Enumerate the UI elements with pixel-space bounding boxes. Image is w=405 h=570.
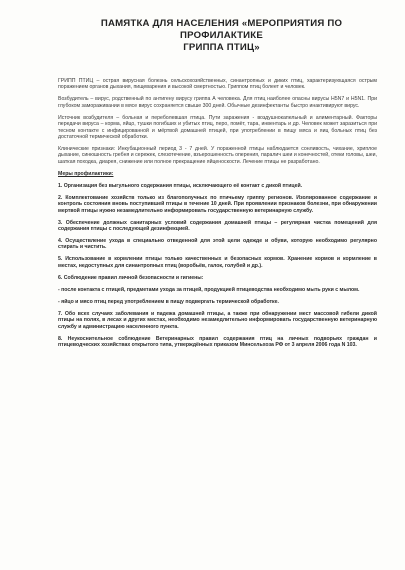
measure-item-3: 3. Обеспечение должных санитарных условий содержания домашней птицы – регулярная чистка помещений для содержания птицы с последующей дезинфекцией.: [58, 219, 377, 233]
document-body: [58, 78, 377, 349]
paragraph-symptoms: Клинические признаки: Инкубационный период 3 - 7 дней. У пораженной птицы наблюдается сонливость, чихание, хриплое дыхание, синюшность гребня и сережек, слезотечение, взъерошенность оперения, паралич шеи и конечностей, отеки головы, шеи, шаткая походка, диарея, снижение или полное прекращение яйценоскости. Лечение птицы не разработано.: [58, 146, 377, 165]
measure-item-7: 7. Обо всех случаях заболевания и падежа домашней птицы, а также при обнаружении мест массовой гибели дикой птицы на полях, в лесах и других местах, необходимо незамедлительно информировать государственную ветеринарную службу и администрацию населенного пункта.: [58, 310, 377, 330]
measure-item-4: 4. Осуществление ухода в специально отведенной для этой цели одежде и обуви, которую необходимо регулярно стирать и чистить.: [58, 238, 377, 251]
measure-item-5: 5. Использование в кормлении птицы только качественных и безопасных кормов. Хранение кормов и кормление в местах, недоступных для синантропных птиц (воробьёв, галок, голубей и др.).: [58, 256, 377, 269]
measures-heading-text: Меры профилактики:: [58, 170, 114, 177]
measure-item-6a: - после контакта с птицей, предметами ухода за птицей, продукцией птицеводства необходимо мыть руки с мылом.: [58, 286, 360, 293]
measure-item-6: 6. Соблюдение правил личной безопасности и гигиены:: [58, 274, 204, 281]
measure-item-8: 8. Неукоснительное соблюдение Ветеринарных правил содержания птиц на личных подворьях граждан и птицеводческих хозяйствах открытого типа, утверждённых приказом Минсельхоза РФ от 3 апреля 2006 года N 103.: [58, 335, 377, 349]
measure-item-2: 2. Комплектование хозяйств только из благополучных по птичьему гриппу регионов. Изолированное содержание и контроль состояния вновь поступившей птицы в течение 10 дней. При проявлении признаков болезни, при обнаружении мертвой птицы нужно незамедлительно информировать государственную ветеринарную службу.: [58, 194, 377, 214]
page-title: [66, 18, 377, 54]
title-line-1: ПАМЯТКА ДЛЯ НАСЕЛЕНИЯ «МЕРОПРИЯТИЯ ПО ПРОФИЛАКТИКЕ: [100, 18, 343, 41]
paragraph-definition: ГРИПП ПТИЦ – острая вирусная болезнь сельскохозяйственных, синантропных и диких птиц, характеризующаяся острым поражением органов дыхания, пищеварения и высокой смертностью. Гриппом птиц болеет и человек.: [58, 78, 377, 91]
paragraph-pathogen: Возбудитель – вирус, родственный по антигену вирусу гриппа А человека. Для птиц наиболее опасны вирусы H5N7 и H5N1. При глубоком замораживании в мясе вирус сохраняется свыше 300 дней. Обычные дезинфектанты быстро инактивируют вирус.: [58, 96, 377, 109]
paragraph-transmission: Источник возбудителя – больная и переболевшая птица. Пути заражения - воздушнокапельный и алиментарный. Факторы передачи вируса – корма, яйцо, тушки погибших и убитых птиц, перо, помёт, тара, инвентарь и др. Человек может заразиться при тесном контакте с инфицированной и мёртвой домашней птицей, при употреблении в пищу мяса и яиц больных птиц без достаточной термической обработки.: [58, 114, 377, 141]
measures-heading: [58, 171, 377, 177]
measure-item-6b: - яйцо и мясо птиц перед употреблением в пищу подвергать термической обработке.: [58, 298, 279, 305]
measure-item-1: 1. Организация без выгульного содержания птицы, исключающего её контакт с дикой птицей.: [58, 182, 303, 189]
title-line-2: ГРИППА ПТИЦ»: [183, 42, 260, 53]
